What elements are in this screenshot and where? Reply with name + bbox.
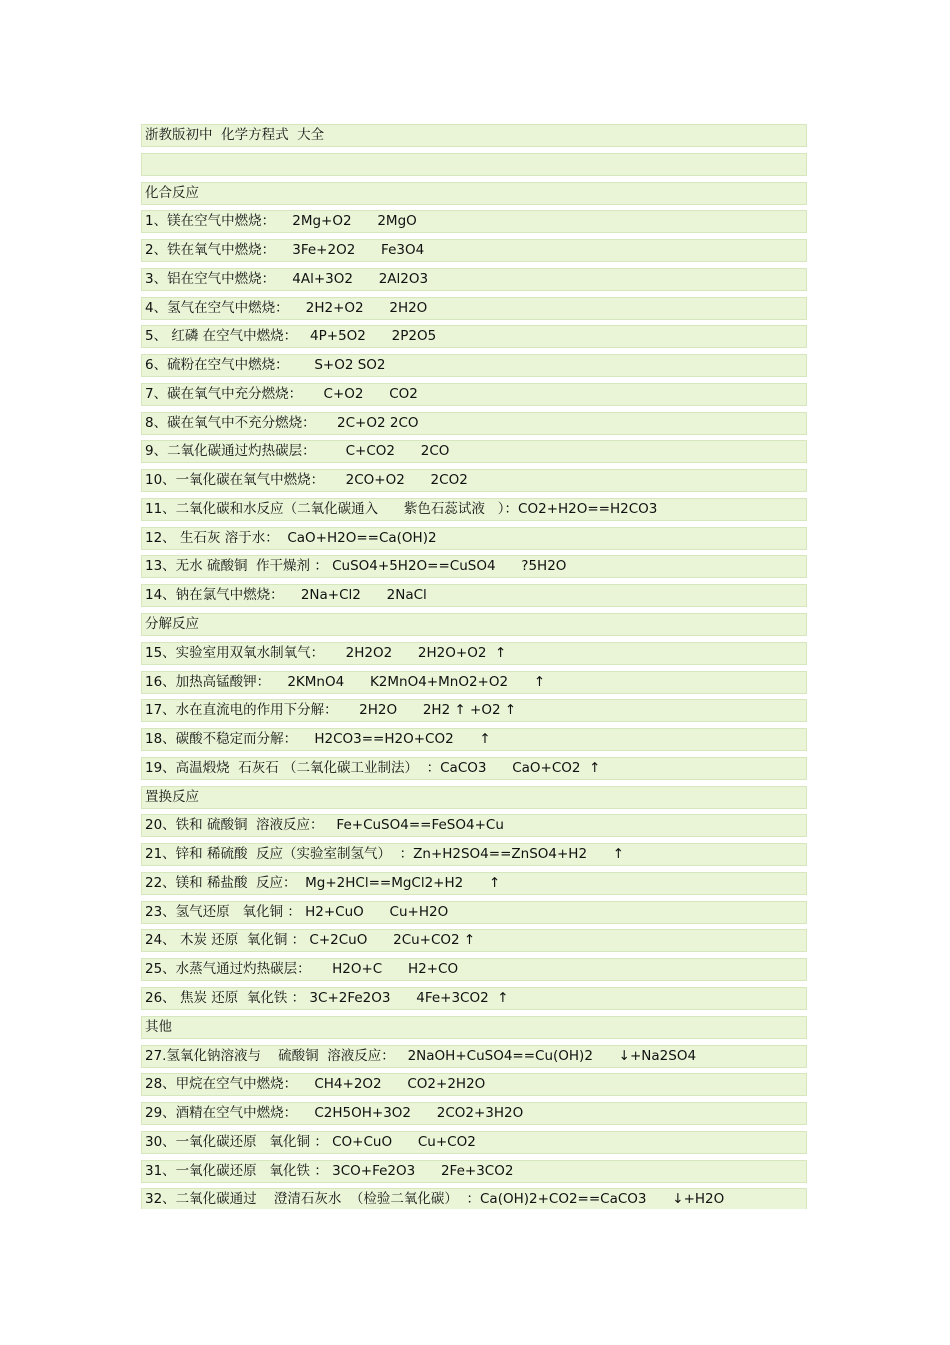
equation-text: 21、锌和 稀硫酸 反应（实验室制氢气） ：Zn+H2SO4==ZnSO4+H2 ↑ (145, 846, 625, 863)
equation-text: 3、铝在空气中燃烧： 4Al+3O2 2Al2O3 (145, 270, 429, 287)
equation-text: 18、碳酸不稳定而分解： H2CO3==H2O+CO2 ↑ (145, 731, 491, 748)
section-heading-row (141, 613, 807, 636)
equation-text: 14、钠在氯气中燃烧： 2Na+Cl2 2NaCl (145, 587, 427, 604)
table-row (141, 1045, 807, 1068)
equation-table (141, 124, 807, 1215)
table-row (141, 1102, 807, 1125)
equation-text: 19、高温煅烧 石灰石 （二氧化碳工业制法） ：CaCO3 CaO+CO2 ↑ (145, 759, 601, 776)
equation-text: 2、铁在氧气中燃烧： 3Fe+2O2 Fe3O4 (145, 242, 425, 259)
table-row (141, 929, 807, 952)
equation-text: 6、硫粉在空气中燃烧： S+O2 SO2 (145, 357, 386, 374)
table-row (141, 210, 807, 233)
table-row (141, 555, 807, 578)
table-row (141, 527, 807, 550)
equation-text: 12、 生石灰 溶于水： CaO+H2O==Ca(OH)2 (145, 529, 437, 546)
table-row (141, 498, 807, 521)
table-row (141, 1188, 807, 1209)
document-title-row (141, 124, 807, 147)
table-row (141, 642, 807, 665)
section-heading-row (141, 1016, 807, 1039)
table-row (141, 440, 807, 463)
table-row (141, 958, 807, 981)
table-row (141, 987, 807, 1010)
equation-text: 22、镁和 稀盐酸 反应： Mg+2HCl==MgCl2+H2 ↑ (145, 874, 501, 891)
table-row (141, 239, 807, 262)
section-heading-decomposition: 分解反应 (145, 616, 199, 633)
equation-text: 10、一氧化碳在氧气中燃烧： 2CO+O2 2CO2 (145, 472, 468, 489)
equation-text: 25、水蒸气通过灼热碳层： H2O+C H2+CO (145, 961, 459, 978)
equation-text: 30、一氧化碳还原 氧化铜 ： CO+CuO Cu+CO2 (145, 1133, 476, 1150)
equation-text: 23、氢气还原 氧化铜 ： H2+CuO Cu+H2O (145, 903, 449, 920)
equation-text: 11、二氧化碳和水反应（二氧化碳通入 紫色石蕊试液 ）：CO2+H2O==H2CO3 (145, 500, 658, 517)
equation-text: 13、无水 硫酸铜 作干燥剂 ： CuSO4+5H2O==CuSO4 ?5H2O (145, 558, 567, 575)
equation-text: 26、 焦炭 还原 氧化铁 ： 3C+2Fe2O3 4Fe+3CO2 ↑ (145, 989, 509, 1006)
equation-text: 28、甲烷在空气中燃烧： CH4+2O2 CO2+2H2O (145, 1076, 486, 1093)
equation-text: 31、一氧化碳还原 氧化铁 ： 3CO+Fe2O3 2Fe+3CO2 (145, 1162, 514, 1179)
section-heading-other: 其他 (145, 1018, 172, 1035)
equation-text: 1、镁在空气中燃烧： 2Mg+O2 2MgO (145, 213, 417, 230)
table-row (141, 383, 807, 406)
section-heading-combination: 化合反应 (145, 184, 199, 201)
table-row (141, 757, 807, 780)
equation-text: 16、加热高锰酸钾： 2KMnO4 K2MnO4+MnO2+O2 ↑ (145, 673, 546, 690)
equation-text: 32、二氧化碳通过 澄清石灰水 （检验二氧化碳） ：Ca(OH)2+CO2==CaCO3 ↓+H2O (145, 1191, 725, 1208)
section-heading-displacement: 置换反应 (145, 788, 199, 805)
table-row (141, 872, 807, 895)
table-row (141, 901, 807, 924)
table-row (141, 325, 807, 348)
equation-text: 5、 红磷 在空气中燃烧： 4P+5O2 2P2O5 (145, 328, 437, 345)
equation-text: 17、水在直流电的作用下分解： 2H2O 2H2 ↑ +O2 ↑ (145, 702, 517, 719)
table-row (141, 584, 807, 607)
table-row (141, 268, 807, 291)
equation-text: 7、碳在氧气中充分燃烧： C+O2 CO2 (145, 385, 418, 402)
table-row (141, 1073, 807, 1096)
table-row (141, 843, 807, 866)
equation-text: 15、实验室用双氧水制氧气： 2H2O2 2H2O+O2 ↑ (145, 644, 507, 661)
table-row (141, 1160, 807, 1183)
section-heading-row (141, 786, 807, 809)
table-row (141, 728, 807, 751)
document-title: 浙教版初中 化学方程式 大全 (145, 127, 325, 143)
equation-text: 24、 木炭 还原 氧化铜 ： C+2CuO 2Cu+CO2 ↑ (145, 932, 476, 949)
equation-text: 4、氢气在空气中燃烧： 2H2+O2 2H2O (145, 299, 428, 316)
blank-row (141, 153, 807, 176)
table-row (141, 1131, 807, 1154)
table-row (141, 469, 807, 492)
table-row (141, 814, 807, 837)
table-row (141, 354, 807, 377)
equation-text: 20、铁和 硫酸铜 溶液反应： Fe+CuSO4==FeSO4+Cu (145, 817, 504, 834)
section-heading-row (141, 182, 807, 205)
table-row (141, 671, 807, 694)
table-row (141, 699, 807, 722)
table-row (141, 297, 807, 320)
equation-text: 27.氢氧化钠溶液与 硫酸铜 溶液反应： 2NaOH+CuSO4==Cu(OH)2 ↓+Na2SO4 (145, 1047, 697, 1064)
equation-text: 8、碳在氧气中不充分燃烧： 2C+O2 2CO (145, 414, 419, 431)
equation-text: 29、酒精在空气中燃烧： C2H5OH+3O2 2CO2+3H2O (145, 1105, 524, 1122)
table-row (141, 412, 807, 435)
equation-text: 9、二氧化碳通过灼热碳层： C+CO2 2CO (145, 443, 450, 460)
